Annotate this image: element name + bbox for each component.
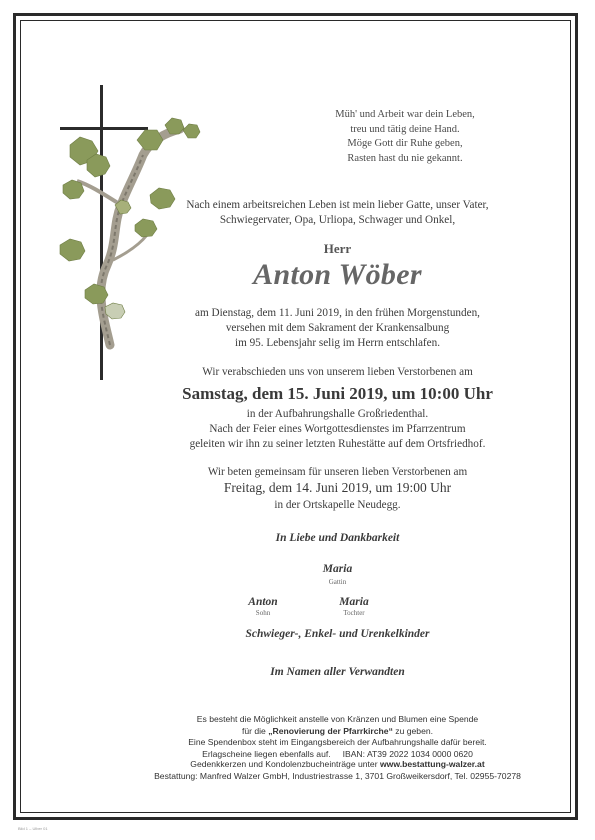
- closing-line: In Liebe und Dankbarkeit: [275, 532, 400, 544]
- prayer-intro: Wir beten gemeinsam für unseren lieben Verstorbenen am: [207, 466, 468, 478]
- print-mark: Bild 1 – Ulber 01: [18, 826, 48, 831]
- donation-line: Erlagscheine liegen ebenfalls auf. IBAN: AT39 2022 1034 0000 0620: [202, 748, 473, 759]
- condolence-line: Gedenkkerzen und Kondolenzbucheinträge unter www.bestattung-walzer.at: [190, 759, 485, 769]
- donation-line: Eine Spendenbox steht im Eingangsbereich der Aufbahrungshalle dafür bereit.: [188, 737, 487, 747]
- poem-line: Möge Gott dir Ruhe geben,: [347, 138, 463, 149]
- grandchildren-line: Schwieger-, Enkel- und Urenkelkinder: [245, 628, 430, 640]
- funeral-date: Samstag, dem 15. Juni 2019, um 10:00 Uhr: [182, 384, 493, 403]
- funeral-details-line: geleiten wir ihn zu seiner letzten Ruhestätte auf dem Ortsfriedhof.: [189, 438, 486, 450]
- funeral-details: [40, 407, 595, 452]
- death-notice-line: versehen mit dem Sakrament der Krankensalbung: [225, 322, 450, 334]
- funeral-details-line: Nach der Feier eines Wortgottesdienstes im Pfarrzentrum: [209, 423, 466, 435]
- funeral-home-address: Bestattung: Manfred Walzer GmbH, Industriestrasse 1, 3701 Großweikersdorf, Tel. 02955-70278: [154, 770, 521, 781]
- son-name: Anton: [248, 596, 278, 608]
- funeral-home-footer: [40, 759, 595, 782]
- cross-horizontal-beam: [60, 127, 148, 130]
- funeral-details-line: in der Aufbahrungshalle Großriedenthal.: [246, 408, 429, 420]
- daughter-name: Maria: [339, 596, 369, 608]
- salutation: Herr: [323, 241, 352, 256]
- poem-line: Müh' und Arbeit war dein Leben,: [335, 109, 475, 120]
- poem-line: treu und tätig deine Hand.: [350, 123, 460, 135]
- donation-notice: [40, 714, 595, 760]
- daughter-role: Tochter: [343, 609, 365, 617]
- intro-line: Nach einem arbeitsreichen Leben ist mein lieber Gatte, unser Vater,: [186, 199, 489, 211]
- spouse-name: Maria: [322, 563, 353, 575]
- poem: [300, 108, 510, 166]
- spouse-role: Gattin: [328, 578, 347, 586]
- son-entry: [233, 596, 293, 617]
- death-notice: [40, 306, 595, 351]
- death-notice-line: im 95. Lebensjahr selig im Herrn entschlafen.: [234, 337, 441, 349]
- poem-line: Rasten hast du nie gekannt.: [347, 152, 463, 164]
- deceased-name: Anton Wöber: [253, 258, 422, 291]
- death-notice-line: am Dienstag, dem 11. Juni 2019, in den frühen Morgenstunden,: [195, 307, 480, 319]
- prayer-place: in der Ortskapelle Neudegg.: [274, 499, 401, 511]
- donation-purpose: „Renovierung der Pfarrkirche“: [268, 725, 393, 736]
- website-link[interactable]: www.bestattung-walzer.at: [379, 759, 485, 769]
- son-role: Sohn: [255, 609, 271, 617]
- relatives-line: Im Namen aller Verwandten: [270, 666, 405, 678]
- donation-line: für die „Renovierung der Pfarrkirche“ zu geben.: [241, 725, 434, 736]
- intro-line: Schwiegervater, Opa, Urliopa, Schwager und Onkel,: [219, 214, 456, 226]
- intro-text: [40, 198, 595, 228]
- daughter-entry: [324, 596, 384, 617]
- donation-line: Es besteht die Möglichkeit anstelle von Kränzen und Blumen eine Spende: [196, 714, 479, 724]
- prayer-date: Freitag, dem 14. Juni 2019, um 19:00 Uhr: [223, 480, 452, 495]
- farewell-intro: Wir verabschieden uns von unserem lieben Verstorbenen am: [202, 366, 473, 378]
